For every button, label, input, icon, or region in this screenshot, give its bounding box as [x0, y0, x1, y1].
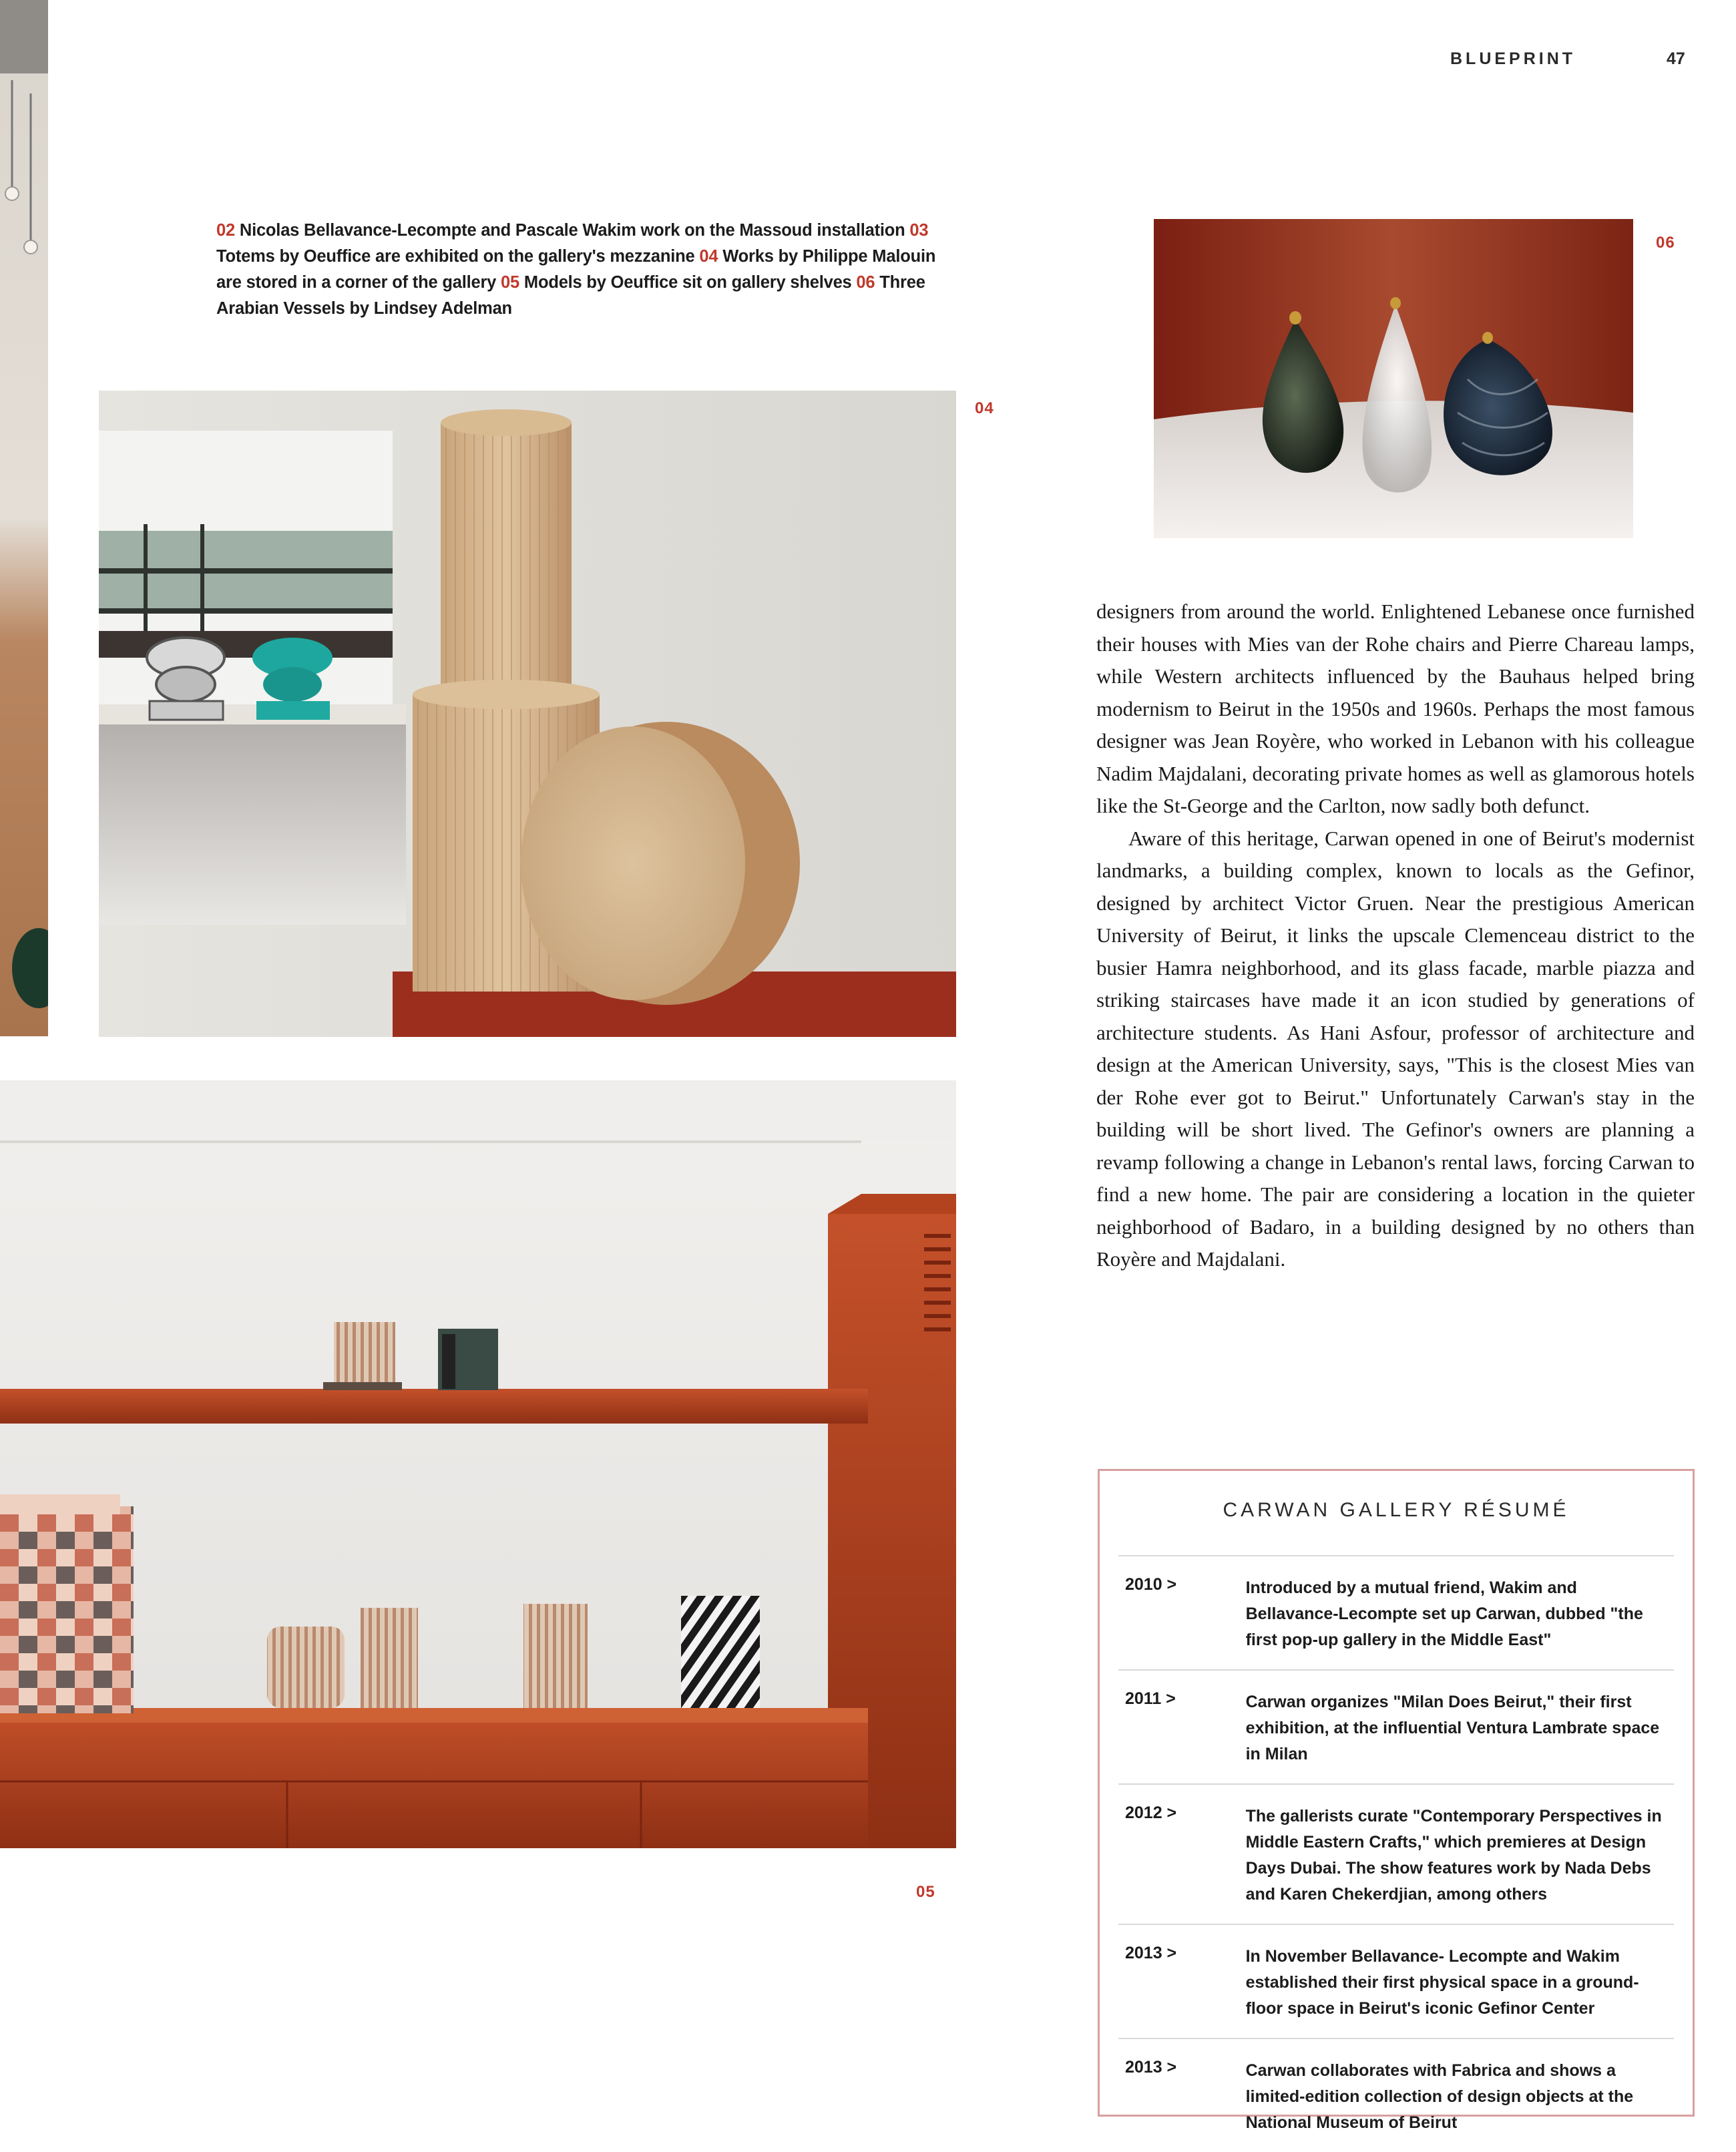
timeline-text: Carwan collaborates with Fabrica and shows a limited-edition collection of design objects at the National Museum of Beirut	[1245, 2061, 1634, 2132]
timeline-row	[1118, 1555, 1674, 1669]
resume-box	[1098, 1469, 1695, 2132]
article-body	[1096, 596, 1695, 1276]
timeline-year: 2010 >	[1125, 1575, 1177, 1594]
caption-number: 02	[216, 221, 235, 240]
timeline-row	[1118, 1783, 1674, 1924]
caption-text: Three Arabian Vessels by Lindsey Adelman	[216, 273, 925, 318]
running-head: BLUEPRINT	[1450, 49, 1576, 68]
timeline-row	[1118, 1669, 1674, 1783]
timeline-year: 2013 >	[1125, 2058, 1177, 2077]
timeline-text: Carwan organizes "Milan Does Beirut," their first exhibition, at the influential Ventura Lambrate space in Milan	[1245, 1693, 1660, 1763]
photo-label-04: 04	[975, 399, 994, 417]
page-number: 47	[1667, 49, 1685, 68]
timeline-year: 2011 >	[1125, 1689, 1176, 1708]
photo-gallery-shelves	[0, 1080, 956, 1848]
photo-label-06: 06	[1656, 234, 1675, 252]
timeline-row	[1118, 1924, 1674, 2038]
photo-captions	[216, 218, 951, 322]
caption-text: Works by Philippe Malouin are stored in a corner of the gallery	[216, 247, 936, 292]
photo-malouin-works	[99, 391, 956, 1037]
timeline-text: In November Bellavance- Lecompte and Wakim established their first physical space in a ground-floor space in Beirut's iconic Gefinor Center	[1245, 1947, 1639, 2018]
caption-text: Models by Oeuffice sit on gallery shelves	[519, 273, 857, 292]
partial-photo-left	[0, 0, 48, 1036]
article-paragraph: Aware of this heritage, Carwan opened in one of Beirut's modernist landmarks, a building complex, known to locals as the Gefinor, designed by architect Victor Gruen. Near the prestigious American University of Beirut, it links the upscale Clemenceau district to the busier Hamra neighborhood, and its glass facade, marble piazza and striking staircases have made it an icon studied by generations of architecture students. As Hani Asfour, professor of architecture and design at the American University, says, "This is the closest Mies van der Rohe ever got to Beirut." Unfortunately Carwan's stay in the building will be short lived. The Gefinor's owners are planning a revamp following a change in Lebanon's rental laws, forcing Carwan to find a new home. The pair are considering a location in the quieter neighborhood of Badaro, in a building designed by no others than Royère and Majdalani.	[1096, 826, 1695, 1271]
photo-label-05: 05	[916, 1883, 935, 1901]
resume-timeline	[1118, 1555, 1674, 2152]
caption-text: Nicolas Bellavance-Lecompte and Pascale Wakim work on the Massoud installation	[234, 221, 910, 240]
caption-number: 04	[699, 247, 718, 266]
photo-vessels	[1154, 219, 1633, 538]
caption-number: 03	[909, 221, 929, 240]
timeline-year: 2012 >	[1125, 1803, 1177, 1822]
timeline-text: The gallerists curate "Contemporary Perspectives in Middle Eastern Crafts," which premieres at Design Days Dubai. The show features work by Nada Debs and Karen Chekerdjian, among others	[1245, 1807, 1662, 1904]
article-paragraph: designers from around the world. Enlightened Lebanese once furnished their houses with Mies van der Rohe chairs and Pierre Chareau lamps, while Western architects influenced by the Bauhaus helped bring modernism to Beirut in the 1950s and 1960s. Perhaps the most famous designer was Jean Royère, who worked in Lebanon with his colleague Nadim Majdalani, decorating private homes as well as glamorous hotels like the St-George and the Carlton, now sadly both defunct.	[1096, 600, 1695, 817]
caption-number: 05	[501, 273, 520, 292]
timeline-text: Introduced by a mutual friend, Wakim and Bellavance-Lecompte set up Carwan, dubbed "the first pop-up gallery in the Middle East"	[1245, 1578, 1643, 1649]
caption-number: 06	[856, 273, 875, 292]
timeline-row	[1118, 2038, 1674, 2152]
caption-text: Totems by Oeuffice are exhibited on the gallery's mezzanine	[216, 247, 700, 266]
timeline-year: 2013 >	[1125, 1944, 1177, 1962]
resume-title: CARWAN GALLERY RÉSUMÉ	[1223, 1499, 1570, 1521]
